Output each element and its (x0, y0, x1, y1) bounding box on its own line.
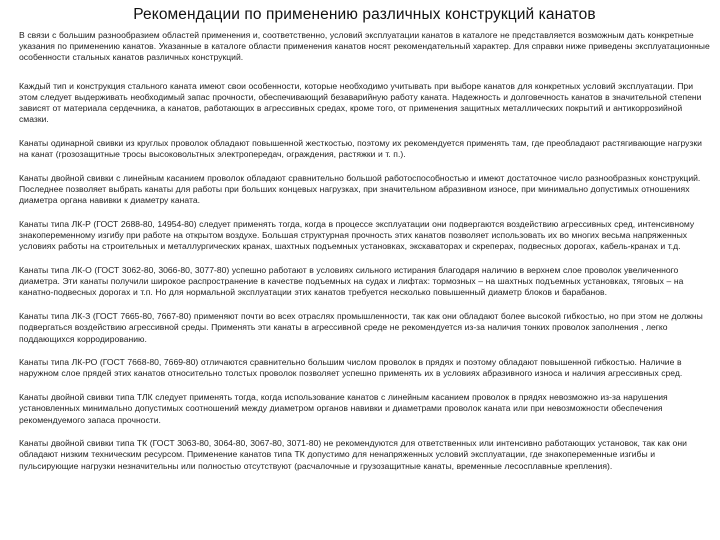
paragraph-lk-r: Канаты типа ЛК-Р (ГОСТ 2688-80, 14954-80) следует применять тогда, когда в процессе эксплуатации они подвергаются воздействию агрессивных сред, интенсивному знакопеременному изгибу при работе на открытом воздухе. Большая структурная прочность этих канатов позволяет использовать их во многих весьма напряженных условиях работы на строительных и металлургических кранах, шахтных подъемных установках, экскаваторах и скреперах, подвесных дорогах, кабель-кранах и т.д. (19, 218, 695, 252)
paragraph-single-lay: Канаты одинарной свивки из круглых проволок обладают повышенной жесткостью, поэтому их рекомендуется применять там, где преобладают растягивающие нагрузки на канат (грозозащитные тросы высоковольтных электропередач, ограждения, растяжки и т. п.). (19, 137, 702, 160)
paragraph-double-lay-linear: Канаты двойной свивки с линейным касанием проволок обладают сравнительно большой работоспособностью и имеют достаточное число разнообразных конструкций. Последнее позволяет выбрать канаты для работы при больших концевых нагрузках, при значительном абразивном износе, при минимально допустимых отношениях диаметра органа навивки к диаметру каната. (19, 172, 701, 206)
page-title: Рекомендации по применению различных конструкций канатов (133, 6, 596, 23)
paragraph-tlk: Канаты двойной свивки типа ТЛК следует применять тогда, когда использование канатов с линейным касанием проволок в прядях невозможно из-за нарушения установленных минимально допустимых соотношений между диаметром органов навивки и диаметрами проволок каната или при невозможности обеспечения рекомендуемого запаса прочности. (19, 392, 668, 425)
paragraph-tk: Канаты двойной свивки типа ТК (ГОСТ 3063-80, 3064-80, 3067-80, 3071-80) не рекомендуются для ответственных или интенсивно работающих установок, так как они обладают низким техническим ресурсом. Применение канатов типа ТК допустимо для ненапряженных условий эксплуатации, где знакопеременные изгибы и пульсирующие нагрузки незначительны или полностью отсутствуют (расчалочные и грузозащитные канаты, временные лесосплавные крепления). (19, 438, 687, 471)
paragraph-general-types: Каждый тип и конструкция стального каната имеют свои особенности, которые необходимо учитывать при выборе канатов для конкретных условий эксплуатации. При этом следует выдерживать необходимый запас прочности, обеспечивающий безаварийную работу каната. Надежность и долговечность канатов в значительной степени зависят от материала сердечника, а канатов, работающих в агрессивных средах, кроме того, от применения защитных металлических покрытий и антикоррозийной смазки. (19, 80, 702, 125)
paragraph-lk-o: Канаты типа ЛК-О (ГОСТ 3062-80, 3066-80, 3077-80) успешно работают в условиях сильного истирания благодаря наличию в верхнем слое проволок увеличенного диаметра. Эти канаты получили широкое распространение в качестве подъемных на судах и лифтах: тормозных – на шахтных подъемных установках, тяговых – на канатно-подвесных дорогах и т.п. Но для нормальной эксплуатации этих канатов требуется несколько повышенный диаметр блоков и барабанов. (19, 265, 684, 298)
paragraph-intro: В связи с большим разнообразием областей применения и, соответственно, условий эксплуатации канатов в каталоге не представляется возможным дать конкретные указания по применению канатов. Указанные в каталоге области применения канатов носят рекомендательный характер. Для справки ниже приведены эксплуатационные особенности стальных канатов различных конструкций. (19, 30, 710, 63)
document-body (19, 30, 710, 472)
paragraph-lk-ro: Канаты типа ЛК-РО (ГОСТ 7668-80, 7669-80) отличаются сравнительно большим числом проволок в прядях и поэтому обладают повышенной гибкостью. Наличие в наружном слое прядей этих канатов относительно толстых проволок позволяет успешно применять их в условиях абразивного износа и наличия агрессивных сред. (19, 357, 683, 379)
paragraph-lk-z: Канаты типа ЛК-З (ГОСТ 7665-80, 7667-80) применяют почти во всех отраслях промышленности, так как они обладают более высокой гибкостью, но при этом не должны подвергаться воздействию агрессивной среды. Применять эти канаты в агрессивной среде не рекомендуется из-за наличия тонких проволок заполнения , легко поддающихся корродированию. (19, 311, 703, 344)
